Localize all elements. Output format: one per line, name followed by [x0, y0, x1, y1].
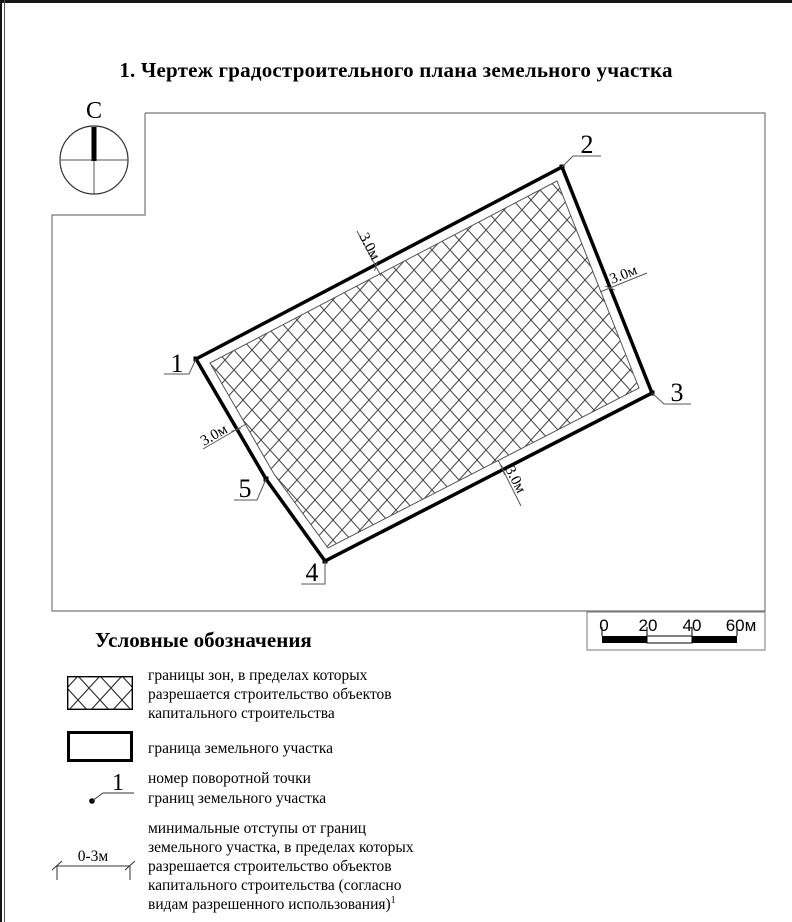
legend-setback-symbol [45, 838, 145, 888]
legend-turning-point-symbol [58, 762, 143, 807]
page-title: 1. Чертеж градостроительного плана земельного участка [119, 58, 673, 82]
point-label-2: 2 [580, 130, 594, 159]
north-label: С [85, 98, 103, 124]
legend-boundary-swatch [67, 731, 133, 762]
scale-tick-0: 0 [599, 616, 609, 635]
setback-label-left: 3.0м [197, 421, 231, 450]
scale-bar [587, 612, 765, 650]
legend-item-parcel-boundary: граница земельного участка [148, 740, 334, 757]
point-label-3: 3 [670, 378, 684, 407]
legend-item-turning-point: номер поворотной точки границ земельного участка [148, 770, 327, 807]
point-label-5: 5 [238, 474, 252, 503]
setback-label-top: 3.0м [355, 230, 383, 263]
legend-item-allowed-zone: границы зон, в пределах которых разрешается строительство объектов капитального строительства [148, 667, 392, 722]
setback-label-right: 3.0м [607, 262, 640, 288]
north-arrow [60, 98, 128, 194]
legend-hatch-swatch [67, 676, 133, 710]
scale-tick-60: 60м [725, 616, 757, 635]
legend-point-number: 1 [112, 770, 124, 796]
footnote-mark: 1 [390, 894, 396, 906]
setback-label-bottom: 3.0м [501, 463, 529, 496]
scale-tick-20: 20 [638, 616, 658, 635]
point-label-4: 4 [305, 558, 319, 587]
legend-title: Условные обозначения [95, 628, 312, 652]
legend-item-minimum-setback: минимальные отступы от границ земельного участка, в пределах которых разрешается строительство объектов капитального строительства (согласно видам разрешенного использования)$^1$ [148, 820, 414, 913]
point-label-1: 1 [170, 349, 184, 378]
legend-setback-range: 0-3м [77, 848, 109, 865]
scale-tick-40: 40 [682, 616, 702, 635]
